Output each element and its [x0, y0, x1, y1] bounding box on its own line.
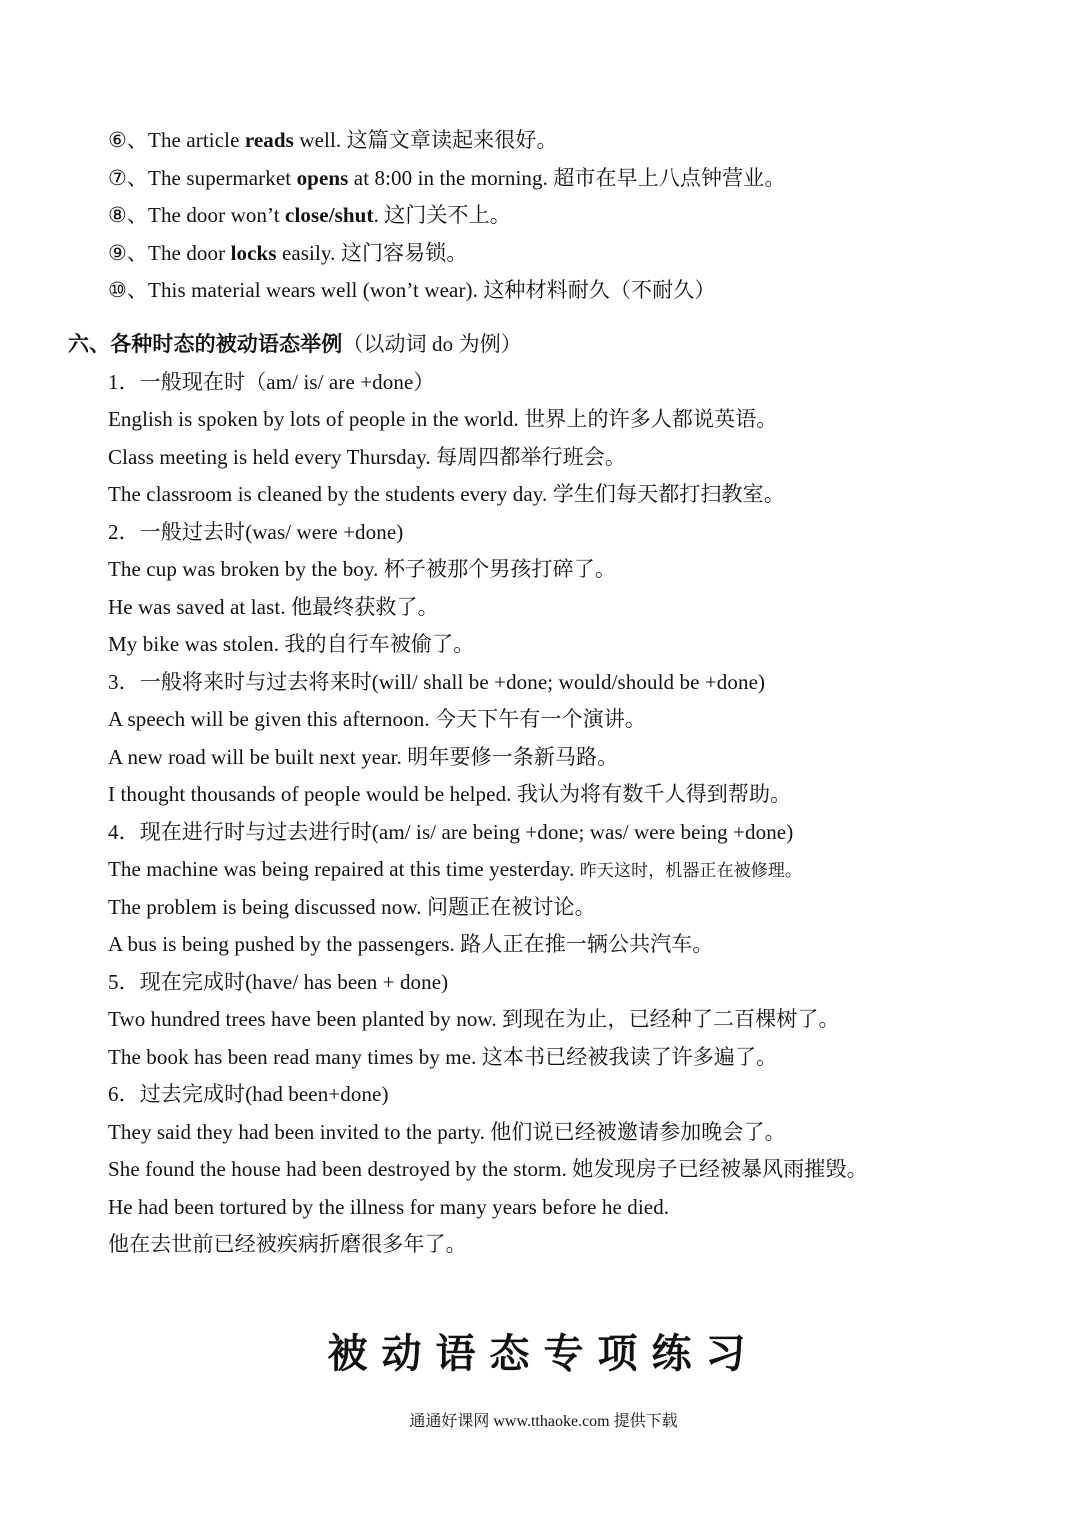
example-sentence: The problem is being discussed now. 问题正在被讨论。 [108, 895, 596, 919]
tense-heading: 2．一般过去时(was/ were +done) [108, 520, 404, 544]
translation-small: 昨天这时，机器正在被修理。 [579, 861, 803, 880]
example-6: ⑥、The article reads well. 这篇文章读起来很好。 [108, 128, 558, 152]
example-sentence: They said they had been invited to the party. 他们说已经被邀请参加晚会了。 [108, 1120, 786, 1144]
example-sentence: The classroom is cleaned by the students every day. 学生们每天都打扫教室。 [108, 482, 785, 506]
tense-heading: 1．一般现在时（am/ is/ are +done） [108, 370, 435, 394]
example-sentence: She found the house had been destroyed by the storm. 她发现房子已经被暴风雨摧毁。 [108, 1157, 868, 1181]
example-sentence: He was saved at last. 他最终获救了。 [108, 595, 439, 619]
tense-heading: 4．现在进行时与过去进行时(am/ is/ are being +done; was/ were being +done) [108, 820, 794, 844]
example-sentence: English is spoken by lots of people in the world. 世界上的许多人都说英语。 [108, 407, 778, 431]
example-7: ⑦、The supermarket opens at 8:00 in the morning. 超市在早上八点钟营业。 [108, 166, 786, 190]
example-sentence: A speech will be given this afternoon. 今天下午有一个演讲。 [108, 707, 646, 731]
example-sentence: I thought thousands of people would be helped. 我认为将有数千人得到帮助。 [108, 782, 792, 806]
example-sentence: Two hundred trees have been planted by now. 到现在为止，已经种了二百棵树了。 [108, 1007, 840, 1031]
example-10: ⑩、This material wears well (won’t wear). 这种材料耐久（不耐久） [108, 278, 716, 302]
tense-heading: 3．一般将来时与过去将来时(will/ shall be +done; would/should be +done) [108, 670, 766, 694]
footer-credit: 通通好课网 www.tthaoke.com 提供下载 [409, 1413, 678, 1430]
example-sentence: The cup was broken by the boy. 杯子被那个男孩打碎了。 [108, 557, 616, 581]
example-sentence: A new road will be built next year. 明年要修一条新马路。 [108, 745, 619, 769]
example-8: ⑧、The door won’t close/shut. 这门关不上。 [108, 203, 511, 227]
exercise-title: 被动语态专项练习 [327, 1330, 760, 1377]
example-sentence: A bus is being pushed by the passengers. 路人正在推一辆公共汽车。 [108, 932, 714, 956]
example-sentence: The machine was being repaired at this time yesterday. 昨天这时，机器正在被修理。 [108, 857, 803, 881]
tense-heading: 6．过去完成时(had been+done) [108, 1082, 389, 1106]
section-heading: 六、各种时态的被动语态举例（以动词 do 为例） [68, 332, 522, 356]
tense-heading: 5．现在完成时(have/ has been + done) [108, 970, 449, 994]
example-sentence: My bike was stolen. 我的自行车被偷了。 [108, 632, 475, 656]
example-sentence: He had been tortured by the illness for many years before he died. [108, 1195, 670, 1219]
example-sentence: The book has been read many times by me. 这本书已经被我读了许多遍了。 [108, 1045, 778, 1069]
example-translation: 他在去世前已经被疾病折磨很多年了。 [108, 1232, 467, 1256]
example-9: ⑨、The door locks easily. 这门容易锁。 [108, 241, 468, 265]
example-sentence: Class meeting is held every Thursday. 每周四都举行班会。 [108, 445, 626, 469]
